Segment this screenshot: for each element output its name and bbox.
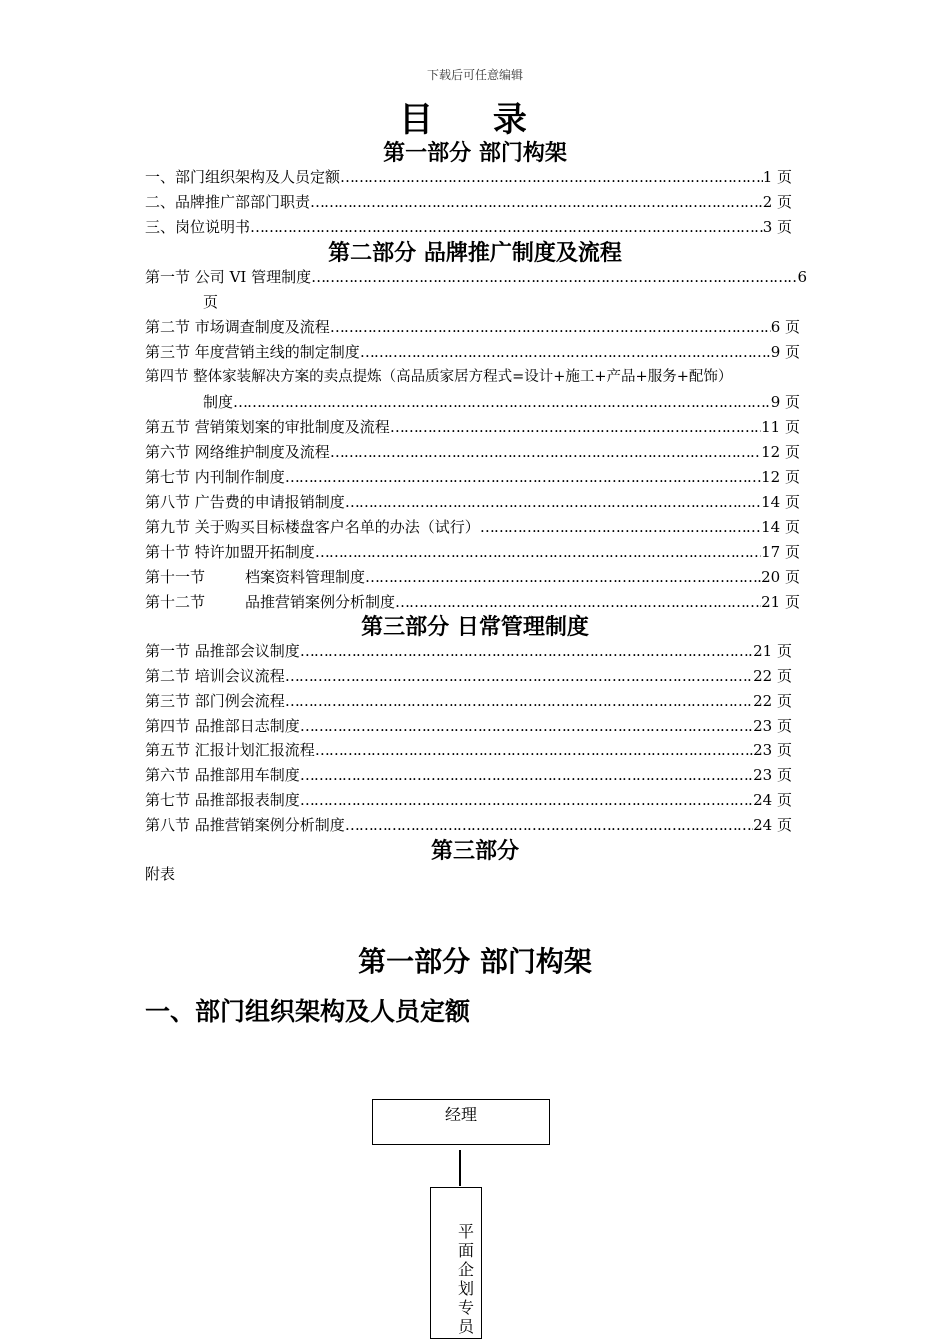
toc-entry-label: 汇报计划汇报流程 — [194, 741, 315, 759]
org-box-designer — [430, 1187, 482, 1339]
org-box-manager — [372, 1099, 550, 1145]
toc-leader — [315, 540, 761, 564]
toc-entry[interactable] — [145, 365, 805, 389]
toc-entry-label: 品推部日志制度 — [194, 717, 300, 735]
toc-section: 第三节 — [145, 343, 191, 361]
toc-leader — [345, 490, 761, 514]
toc-section: 第六节 — [145, 443, 191, 461]
toc-entry-label: 品推营销案例分析制度 — [245, 593, 396, 611]
toc-section: 第六节 — [145, 766, 191, 784]
toc-section: 第二节 — [145, 318, 191, 336]
toc-entry[interactable] — [145, 165, 792, 189]
body-section-title: 一、部门组织架构及人员定额 — [145, 997, 471, 1026]
toc-leader — [233, 390, 771, 414]
toc-entry-page: 23 页 — [753, 741, 792, 759]
org-box-manager-label: 经理 — [444, 1105, 477, 1124]
toc-entry[interactable] — [145, 515, 800, 539]
toc-entry-label: 品推部会议制度 — [194, 642, 300, 660]
toc-entry-page: 1 页 — [762, 168, 792, 186]
toc-entry-page: 6 页 — [770, 318, 800, 336]
toc-leader — [360, 340, 771, 364]
toc-entry[interactable] — [145, 689, 792, 713]
toc-entry[interactable] — [145, 788, 792, 812]
toc-leader — [300, 639, 753, 663]
toc-section: 第八节 — [145, 816, 191, 834]
toc-entry-page: 21 页 — [761, 593, 800, 611]
toc-leader — [310, 190, 763, 214]
toc-leader — [300, 763, 753, 787]
toc-entry-page: 9 页 — [770, 393, 800, 411]
part2-title: 第二部分 品牌推广制度及流程 — [328, 240, 622, 266]
toc-entry-page: 22 页 — [753, 692, 792, 710]
toc-section: 第十节 — [145, 543, 191, 561]
toc-entry-page: 14 页 — [761, 518, 800, 536]
toc-entry-label: 二、品牌推广部部门职责 — [145, 193, 311, 211]
toc-leader — [480, 515, 761, 539]
toc-entry-label: 品推部报表制度 — [194, 791, 300, 809]
toc-entry-page: 23 页 — [753, 766, 792, 784]
toc-entry-page: 11 页 — [761, 418, 800, 436]
toc-entry-label: 品推营销案例分析制度 — [194, 816, 345, 834]
toc-section: 第一节 — [145, 268, 191, 286]
toc-entry-page: 24 页 — [753, 791, 792, 809]
toc-entry[interactable] — [145, 415, 800, 439]
toc-entry-page: 3 页 — [762, 218, 792, 236]
toc-section: 第一节 — [145, 642, 191, 660]
toc-leader — [300, 714, 753, 738]
appendix-label[interactable]: 附表 — [145, 865, 176, 883]
toc-entry-label: 整体家装解决方案的卖点提炼（高品质家居方程式=设计+施工+产品+服务+配饰） — [193, 369, 733, 385]
toc-entry-label: 档案资料管理制度 — [245, 568, 366, 586]
toc-leader — [285, 465, 761, 489]
toc-entry-label: 三、岗位说明书 — [145, 218, 251, 236]
toc-entry-label: 部门例会流程 — [194, 692, 285, 710]
toc-entry-page: 23 页 — [753, 717, 792, 735]
toc-entry-page: 22 页 — [753, 667, 792, 685]
toc-entry[interactable] — [145, 315, 800, 339]
toc-section: 第五节 — [145, 741, 191, 759]
toc-entry-page: 2 页 — [762, 193, 792, 211]
toc-entry-label: 公司 VI 管理制度 — [194, 268, 312, 286]
toc-entry-label: 年度营销主线的制定制度 — [194, 343, 360, 361]
toc-section: 第四节 — [145, 717, 191, 735]
toc-entry-page: 12 页 — [761, 468, 800, 486]
toc-leader — [390, 415, 761, 439]
toc-section: 第五节 — [145, 418, 191, 436]
toc-entry[interactable] — [145, 714, 792, 738]
toc-entry-label: 品推部用车制度 — [194, 766, 300, 784]
toc-entry[interactable] — [145, 440, 800, 464]
part1-title: 第一部分 部门构架 — [383, 140, 567, 166]
toc-entry[interactable] — [145, 664, 792, 688]
toc-section: 第三节 — [145, 692, 191, 710]
toc-entry-page: 9 页 — [770, 343, 800, 361]
toc-entry[interactable] — [145, 340, 800, 364]
toc-entry[interactable] — [145, 465, 800, 489]
toc-leader — [285, 664, 753, 688]
toc-leader — [311, 265, 797, 289]
toc-entry-label: 网络维护制度及流程 — [194, 443, 330, 461]
toc-entry[interactable] — [145, 490, 800, 514]
toc-entry-page: 6 — [797, 268, 807, 286]
toc-entry-page: 14 页 — [761, 493, 800, 511]
toc-leader — [315, 738, 753, 762]
toc-section: 第九节 — [145, 518, 191, 536]
toc-entry-page: 17 页 — [761, 543, 800, 561]
org-connector — [459, 1150, 461, 1186]
toc-entry[interactable] — [145, 190, 792, 214]
toc-entry-label: 广告费的申请报销制度 — [194, 493, 345, 511]
toc-entry-label: 特许加盟开拓制度 — [194, 543, 315, 561]
header-note: 下载后可任意编辑 — [426, 68, 523, 82]
toc-leader — [365, 565, 761, 589]
part3-title: 第三部分 日常管理制度 — [361, 614, 589, 640]
toc-entry-label-wrap: 制度 — [203, 393, 234, 411]
toc-entry[interactable] — [145, 540, 800, 564]
body-part-title: 第一部分 部门构架 — [358, 945, 592, 978]
toc-entry-continuation[interactable] — [203, 390, 800, 414]
toc-entry-page: 20 页 — [761, 568, 800, 586]
part3b-title: 第三部分 — [430, 838, 519, 864]
toc-entry[interactable] — [145, 738, 792, 762]
toc-entry-label: 市场调查制度及流程 — [194, 318, 330, 336]
toc-section: 第七节 — [145, 791, 191, 809]
toc-entry-page-wrap: 页 — [203, 293, 219, 311]
toc-section: 第十二节 — [145, 593, 206, 611]
toc-entry[interactable] — [145, 265, 807, 289]
toc-section: 第八节 — [145, 493, 191, 511]
toc-leader — [330, 440, 761, 464]
toc-entry[interactable] — [145, 763, 792, 787]
toc-title: 目 录 — [399, 100, 551, 140]
toc-section: 第二节 — [145, 667, 191, 685]
toc-entry-page: 12 页 — [761, 443, 800, 461]
org-box-designer-label: 平面企划专员 — [457, 1222, 474, 1336]
toc-leader — [340, 165, 763, 189]
toc-entry-label: 营销策划案的审批制度及流程 — [194, 418, 390, 436]
toc-entry-label: 培训会议流程 — [194, 667, 285, 685]
toc-entry[interactable] — [145, 639, 792, 663]
toc-leader — [300, 788, 753, 812]
toc-leader — [330, 315, 771, 339]
toc-entry-label: 内刊制作制度 — [194, 468, 285, 486]
toc-section: 第四节 — [145, 369, 189, 385]
toc-entry-label: 关于购买目标楼盘客户名单的办法（试行） — [194, 518, 480, 536]
toc-entry-page: 24 页 — [753, 816, 792, 834]
toc-entry-label: 一、部门组织架构及人员定额 — [145, 168, 341, 186]
toc-entry-page: 21 页 — [753, 642, 792, 660]
toc-section: 第十一节 — [145, 568, 206, 586]
toc-entry[interactable] — [145, 565, 800, 589]
toc-section: 第七节 — [145, 468, 191, 486]
toc-leader — [285, 689, 753, 713]
